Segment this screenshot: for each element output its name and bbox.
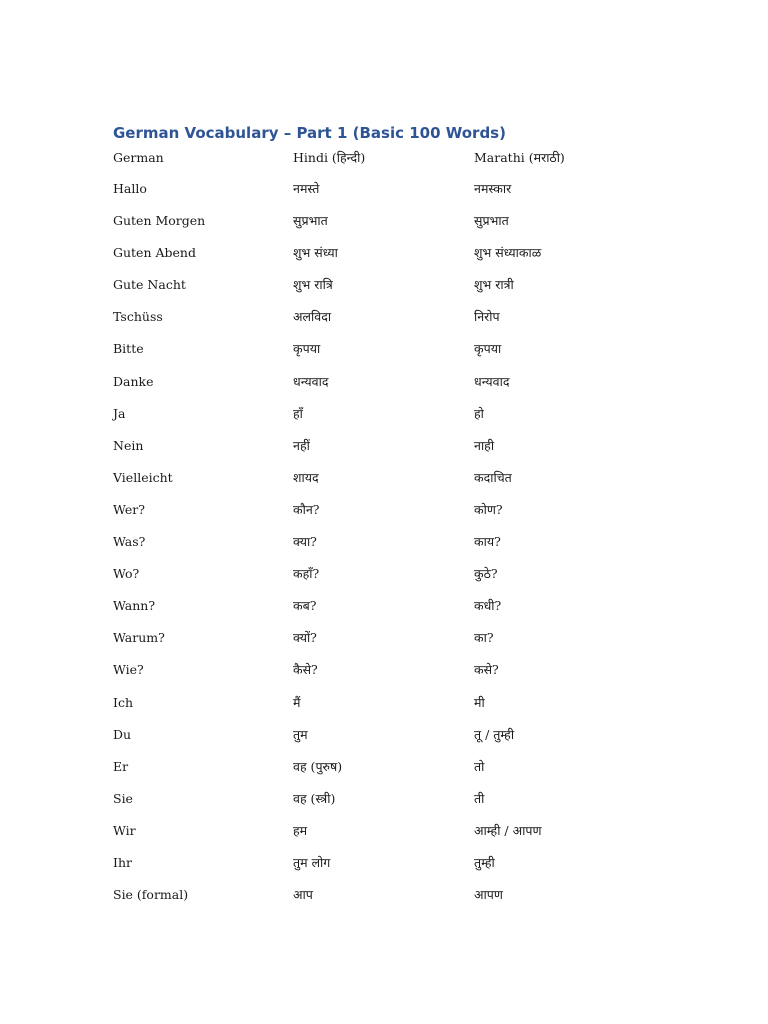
cell-hindi: हम (293, 822, 308, 838)
cell-marathi: हो (474, 405, 484, 421)
table-row (113, 237, 673, 269)
cell-hindi: मैं (293, 694, 301, 710)
table-row (113, 494, 673, 526)
cell-hindi: शुभ संध्या (293, 245, 338, 261)
cell-german: Ja (113, 405, 126, 421)
table-row (113, 719, 673, 751)
cell-marathi: नमस्कार (474, 181, 512, 196)
table-row (113, 654, 673, 686)
cell-german: Bitte (113, 341, 144, 357)
cell-german: Wie? (113, 662, 144, 678)
table-row (113, 687, 673, 719)
cell-german: Vielleicht (113, 469, 173, 485)
cell-german: Er (113, 758, 129, 774)
cell-marathi: तो (474, 758, 485, 774)
table-row (113, 879, 673, 911)
cell-hindi: हाँ (293, 405, 303, 421)
cell-german: Guten Morgen (113, 213, 206, 229)
header-hindi: Hindi (हिन्दी) (293, 150, 366, 165)
table-row (113, 751, 673, 783)
document-title: German Vocabulary – Part 1 (Basic 100 Words) (113, 124, 506, 142)
cell-hindi: तुम लोग (293, 854, 331, 870)
cell-hindi: नमस्ते (293, 181, 320, 196)
table-row (113, 430, 673, 462)
cell-german: Wir (113, 822, 136, 838)
cell-hindi: तुम (293, 726, 308, 742)
cell-marathi: कुठे? (474, 566, 498, 582)
table-row (113, 847, 673, 879)
header-marathi: Marathi (मराठी) (474, 150, 565, 165)
cell-german: Ich (113, 694, 133, 710)
cell-hindi: वह (पुरुष) (293, 758, 343, 774)
cell-hindi: क्यों? (293, 630, 317, 646)
cell-hindi: आप (293, 887, 313, 903)
table-row (113, 173, 673, 205)
cell-marathi: तू / तुम्ही (474, 726, 515, 742)
cell-hindi: शायद (293, 469, 319, 485)
cell-hindi: नहीं (293, 437, 310, 453)
cell-marathi: मी (474, 694, 485, 710)
cell-german: Ihr (113, 854, 132, 870)
cell-marathi: ती (474, 790, 485, 806)
cell-hindi: कहाँ? (293, 566, 320, 582)
table-header-row (113, 142, 673, 173)
cell-marathi: निरोप (474, 309, 500, 325)
cell-hindi: धन्यवाद (293, 373, 329, 389)
cell-marathi: आपण (474, 887, 503, 903)
cell-hindi: अलविदा (293, 309, 332, 325)
table-row (113, 815, 673, 847)
cell-marathi: तुम्ही (474, 854, 495, 870)
cell-german: Wann? (113, 598, 156, 614)
cell-german: Hallo (113, 181, 147, 196)
cell-hindi: वह (स्त्री) (293, 790, 336, 806)
cell-marathi: काय? (474, 534, 501, 550)
cell-marathi: नाही (474, 437, 495, 453)
table-row (113, 622, 673, 654)
cell-german: Du (113, 726, 132, 742)
cell-german: Wer? (113, 501, 145, 517)
cell-marathi: कोण? (474, 501, 503, 517)
table-row (113, 205, 673, 237)
cell-marathi: शुभ रात्री (474, 277, 514, 293)
table-row (113, 526, 673, 558)
cell-marathi: का? (474, 630, 494, 646)
cell-hindi: कब? (293, 598, 317, 614)
table-row (113, 558, 673, 590)
cell-german: Tschüss (113, 309, 163, 325)
table-body (113, 173, 673, 911)
cell-german: Wo? (113, 566, 140, 582)
cell-hindi: कैसे? (293, 662, 318, 678)
cell-hindi: कृपया (293, 341, 321, 357)
cell-marathi: धन्यवाद (474, 373, 510, 389)
cell-german: Danke (113, 373, 154, 389)
cell-marathi: कृपया (474, 341, 502, 357)
header-german: German (113, 150, 164, 165)
cell-hindi: कौन? (293, 501, 320, 517)
table-row (113, 301, 673, 333)
table-row (113, 333, 673, 365)
cell-german: Sie (113, 790, 133, 806)
cell-hindi: शुभ रात्रि (293, 277, 333, 293)
cell-german: Gute Nacht (113, 277, 186, 293)
cell-marathi: आम्ही / आपण (474, 822, 542, 838)
cell-german: Was? (113, 534, 146, 550)
cell-marathi: सुप्रभात (474, 213, 509, 229)
cell-marathi: कदाचित (474, 469, 512, 485)
vocabulary-table (113, 142, 673, 911)
cell-hindi: क्या? (293, 534, 317, 550)
cell-marathi: शुभ संध्याकाळ (474, 245, 542, 261)
cell-hindi: सुप्रभात (293, 213, 328, 229)
cell-marathi: कसे? (474, 662, 499, 678)
cell-german: Sie (formal) (113, 887, 189, 903)
table-row (113, 783, 673, 815)
cell-german: Warum? (113, 630, 165, 646)
cell-german: Guten Abend (113, 245, 196, 261)
cell-german: Nein (113, 437, 144, 453)
cell-marathi: कधी? (474, 598, 502, 614)
table-row (113, 590, 673, 622)
table-row (113, 398, 673, 430)
table-row (113, 269, 673, 301)
table-row (113, 462, 673, 494)
table-row (113, 366, 673, 398)
